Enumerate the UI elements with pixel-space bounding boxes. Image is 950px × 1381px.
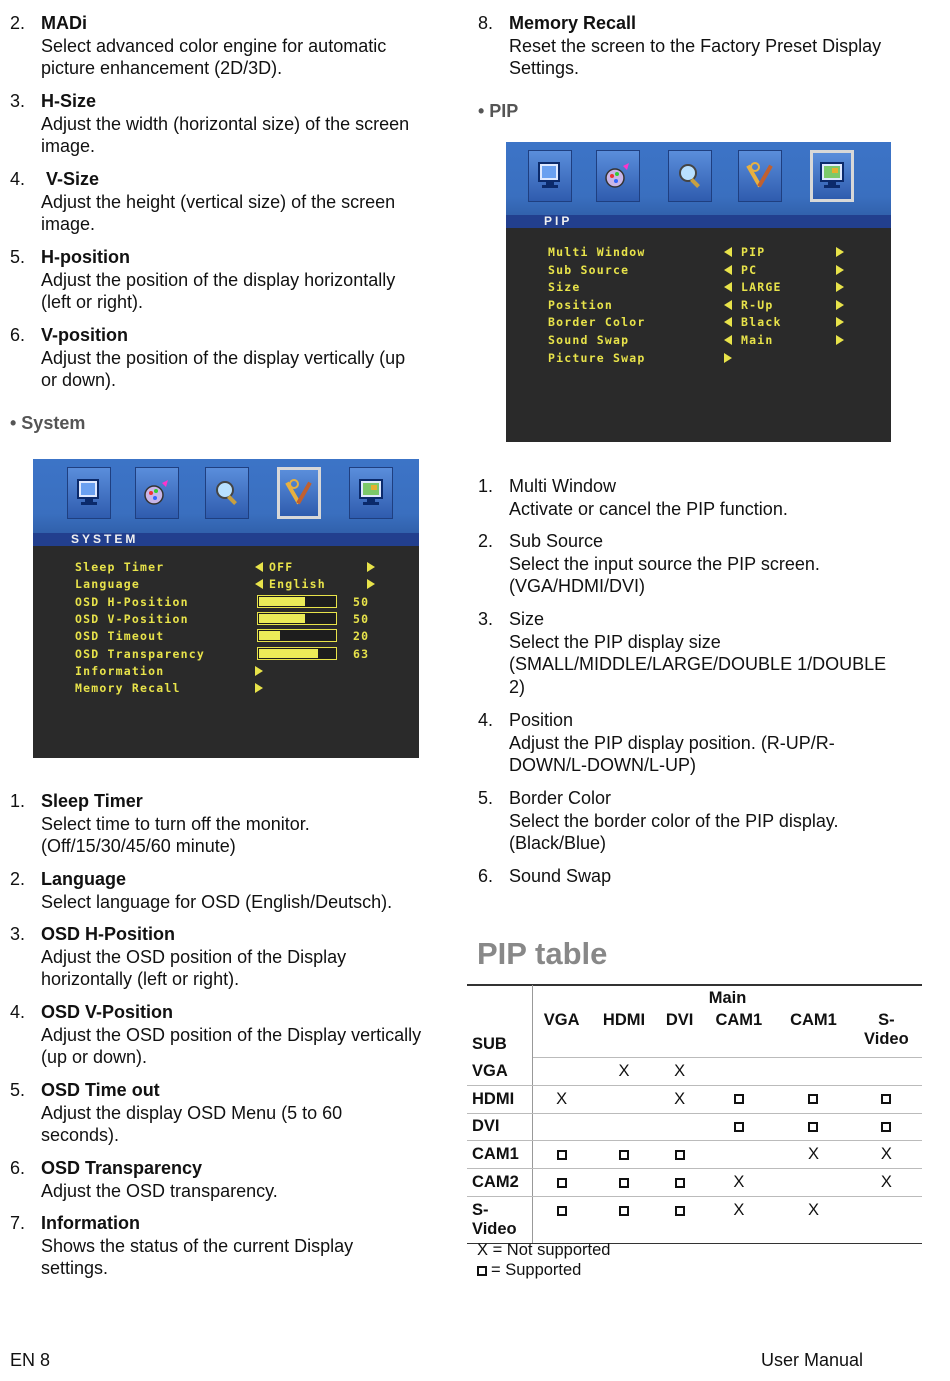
osd-row-label: OSD Transparency	[75, 646, 205, 661]
arrow-right-icon	[367, 562, 375, 572]
item-description: Activate or cancel the PIP function.	[509, 498, 788, 519]
table-cell	[851, 1113, 922, 1141]
arrow-right-icon	[836, 335, 844, 345]
item-description: Select advanced color engine for automatic	[41, 35, 387, 56]
item-description: Adjust the position of the display horizontally	[41, 269, 396, 290]
supported-box-icon	[557, 1206, 567, 1216]
item-description: picture enhancement (2D/3D).	[41, 58, 283, 78]
item-number: 8.	[478, 13, 494, 33]
item-description: Adjust the height (vertical size) of the screen	[41, 191, 396, 212]
osd-row-value: English	[269, 577, 326, 592]
item-number: 4.	[478, 710, 494, 730]
item-description: seconds).	[41, 1125, 120, 1145]
item-number: 6.	[10, 325, 26, 345]
item-title: Language	[41, 869, 127, 889]
table-cell	[590, 1085, 657, 1113]
item-description: Select the PIP display size	[509, 631, 721, 652]
monitor-icon	[528, 150, 572, 202]
table-row	[467, 1169, 922, 1197]
osd-row-label: Position	[548, 297, 613, 312]
table-cell	[851, 1085, 922, 1113]
item-title: Border Color	[509, 788, 612, 808]
table-cell	[533, 1169, 591, 1197]
table-row	[467, 1058, 922, 1086]
item-number: 4.	[10, 1002, 26, 1022]
table-cell: X	[658, 1085, 702, 1113]
legend-not-supported: X = Not supported	[477, 1241, 611, 1259]
osd-bar-label: SYSTEM	[33, 533, 419, 546]
table-row	[467, 1196, 922, 1243]
supported-box-icon	[734, 1122, 744, 1132]
supported-box-icon	[557, 1150, 567, 1160]
osd-row-label: Information	[75, 663, 165, 678]
supported-box-icon	[808, 1094, 818, 1104]
supported-box-icon	[808, 1122, 818, 1132]
table-cell	[658, 1141, 702, 1169]
table-cell: X	[590, 1058, 657, 1086]
footer-title: User Manual	[761, 1350, 864, 1370]
supported-box-icon	[881, 1094, 891, 1104]
tools-icon	[277, 467, 321, 519]
column-header: DVI	[658, 1011, 702, 1058]
arrow-right-icon	[367, 579, 375, 589]
item-number: 2.	[478, 531, 494, 551]
osd-slider	[257, 629, 337, 642]
supported-box-icon	[734, 1094, 744, 1104]
osd-row-value: PIP	[741, 245, 766, 259]
item-description: (SMALL/MIDDLE/LARGE/DOUBLE 1/DOUBLE	[509, 654, 887, 674]
item-description: (Off/15/30/45/60 minute)	[41, 836, 236, 856]
item-number: 2.	[10, 13, 26, 33]
column-header: CAM1	[702, 1011, 777, 1058]
item-description: Adjust the display OSD Menu (5 to 60	[41, 1102, 343, 1123]
table-cell: X	[533, 1085, 591, 1113]
footer-page-number: EN 8	[10, 1350, 51, 1370]
item-title: Sub Source	[509, 531, 604, 551]
item-number: 1.	[478, 476, 494, 496]
item-number: 3.	[10, 91, 26, 111]
table-cell: X	[851, 1141, 922, 1169]
table-cell	[702, 1113, 777, 1141]
item-number: 5.	[10, 247, 26, 267]
pip-osd-screenshot	[506, 142, 891, 442]
item-description: Select the border color of the PIP display.	[509, 810, 839, 831]
legend-supported: = Supported	[477, 1260, 581, 1280]
table-cell: X	[776, 1196, 851, 1243]
arrow-right-icon	[836, 317, 844, 327]
item-title: V-position	[41, 325, 128, 345]
item-title: Information	[41, 1213, 140, 1233]
arrow-right-icon	[836, 282, 844, 292]
osd-row-label: Sleep Timer	[75, 560, 165, 574]
table-row	[467, 1141, 922, 1169]
item-title: OSD Transparency	[41, 1158, 203, 1178]
table-cell: X	[851, 1169, 922, 1197]
table-cell: X	[776, 1141, 851, 1169]
arrow-right-icon	[724, 353, 732, 363]
row-header: CAM1	[467, 1141, 533, 1169]
table-cell	[590, 1141, 657, 1169]
table-cell	[776, 1113, 851, 1141]
system-osd-screenshot	[33, 459, 419, 758]
osd-row-value: PC	[741, 262, 758, 277]
item-description: Select the input source the PIP screen.	[509, 553, 820, 574]
supported-box-icon	[675, 1206, 685, 1216]
item-title: Memory Recall	[509, 13, 637, 33]
table-row	[467, 1085, 922, 1113]
arrow-left-icon	[255, 562, 263, 572]
item-title: OSD Time out	[41, 1080, 160, 1100]
item-description: Select language for OSD (English/Deutsch).	[41, 891, 393, 912]
pip-table	[467, 985, 922, 1244]
arrow-left-icon	[724, 282, 732, 292]
item-description: Shows the status of the current Display	[41, 1235, 354, 1256]
osd-row-value: LARGE	[741, 280, 782, 295]
item-number: 6.	[478, 866, 494, 886]
item-description: Adjust the position of the display vertically (up	[41, 347, 406, 368]
row-header: CAM2	[467, 1169, 533, 1197]
osd-row-value: R-Up	[741, 297, 774, 312]
item-description: Adjust the PIP display position. (R-UP/R-	[509, 732, 835, 753]
supported-box-icon	[477, 1266, 487, 1276]
main-header: Main	[708, 988, 747, 1007]
monitor-icon	[67, 467, 111, 519]
item-description: image.	[41, 136, 96, 156]
arrow-left-icon	[724, 335, 732, 345]
column-header: VGA	[533, 1011, 591, 1058]
item-title: OSD H-Position	[41, 924, 175, 944]
arrow-left-icon	[724, 317, 732, 327]
supported-box-icon	[619, 1150, 629, 1160]
supported-box-icon	[675, 1150, 685, 1160]
table-cell: X	[658, 1058, 702, 1086]
item-description: (Black/Blue)	[509, 833, 607, 853]
osd-row-label: OSD Timeout	[75, 629, 165, 644]
item-description: DOWN/L-DOWN/L-UP)	[509, 755, 696, 775]
supported-box-icon	[619, 1206, 629, 1216]
osd-slider-fill	[259, 649, 318, 658]
osd-row-value: Black	[741, 315, 782, 330]
row-header: DVI	[467, 1113, 533, 1141]
item-description: horizontally (left or right).	[41, 969, 240, 989]
osd-slider	[257, 595, 337, 608]
table-cell	[658, 1196, 702, 1243]
item-number: 7.	[10, 1213, 26, 1233]
osd-row-label: Sound Swap	[548, 333, 630, 347]
item-description: Select time to turn off the monitor.	[41, 813, 310, 834]
item-title: Multi Window	[509, 476, 617, 496]
item-title: Position	[509, 710, 574, 730]
item-title: Size	[509, 609, 545, 629]
table-cell: X	[702, 1169, 777, 1197]
osd-slider-fill	[259, 597, 305, 606]
osd-row-label: Size	[548, 280, 581, 295]
table-cell	[533, 1058, 591, 1086]
osd-slider-fill	[259, 614, 305, 623]
arrow-right-icon	[255, 683, 263, 693]
osd-slider	[257, 612, 337, 625]
item-title: OSD V-Position	[41, 1002, 174, 1022]
color-icon	[596, 150, 640, 202]
osd-row-value: 50	[353, 594, 370, 609]
item-description: (up or down).	[41, 1047, 148, 1067]
item-number: 3.	[478, 609, 494, 629]
item-title: Sleep Timer	[41, 791, 143, 811]
table-cell	[658, 1169, 702, 1197]
item-number: 6.	[10, 1158, 26, 1178]
pip-icon	[349, 467, 393, 519]
system-heading: • System	[10, 413, 86, 433]
item-title: H-Size	[41, 91, 97, 111]
table-cell	[702, 1085, 777, 1113]
pip-table-heading: PIP table	[477, 936, 608, 971]
osd-slider-fill	[259, 631, 280, 640]
item-description: Adjust the OSD position of the Display	[41, 946, 347, 967]
supported-box-icon	[881, 1122, 891, 1132]
table-cell	[533, 1113, 591, 1141]
column-header: CAM1	[776, 1011, 851, 1058]
osd-row-value: Main	[741, 333, 774, 347]
osd-row-label: Picture Swap	[548, 350, 646, 365]
item-description: Adjust the OSD position of the Display vertically	[41, 1024, 422, 1045]
table-cell	[702, 1058, 777, 1086]
table-cell	[658, 1113, 702, 1141]
table-cell	[533, 1141, 591, 1169]
item-title: V-Size	[41, 169, 100, 189]
item-number: 4.	[10, 169, 26, 189]
item-description: (VGA/HDMI/DVI)	[509, 576, 646, 596]
table-cell: X	[702, 1196, 777, 1243]
magnifier-icon	[668, 150, 712, 202]
magnifier-icon	[205, 467, 249, 519]
osd-row-label: Memory Recall	[75, 681, 181, 696]
item-description: (left or right).	[41, 292, 144, 312]
row-header: VGA	[467, 1058, 533, 1086]
supported-box-icon	[675, 1178, 685, 1188]
osd-row-label: Border Color	[548, 315, 646, 330]
item-description: Settings.	[509, 58, 580, 78]
arrow-right-icon	[255, 666, 263, 676]
table-cell	[776, 1058, 851, 1086]
pip-heading: • PIP	[478, 101, 519, 121]
osd-row-label: Multi Window	[548, 245, 646, 259]
arrow-left-icon	[724, 300, 732, 310]
item-number: 3.	[10, 924, 26, 944]
row-header: S- Video	[467, 1196, 533, 1243]
item-description: 2)	[509, 676, 526, 697]
item-description: Adjust the width (horizontal size) of the screen	[41, 113, 410, 134]
table-cell	[590, 1169, 657, 1197]
item-number: 1.	[10, 791, 26, 811]
arrow-right-icon	[836, 247, 844, 257]
arrow-right-icon	[836, 265, 844, 275]
arrow-left-icon	[255, 579, 263, 589]
osd-row-label: Sub Source	[548, 262, 630, 277]
osd-row-value: OFF	[269, 560, 294, 574]
item-description: Adjust the OSD transparency.	[41, 1180, 278, 1201]
osd-row-value: 50	[353, 611, 370, 626]
table-cell	[851, 1196, 922, 1243]
table-cell	[590, 1113, 657, 1141]
table-cell	[590, 1196, 657, 1243]
table-cell	[776, 1169, 851, 1197]
supported-box-icon	[557, 1178, 567, 1188]
sub-header: SUB	[467, 985, 533, 1058]
item-title: H-position	[41, 247, 130, 267]
item-title: MADi	[41, 13, 87, 33]
row-header: HDMI	[467, 1085, 533, 1113]
item-number: 2.	[10, 869, 26, 889]
table-cell	[702, 1141, 777, 1169]
table-cell	[851, 1058, 922, 1086]
tools-icon	[738, 150, 782, 202]
table-row	[467, 1113, 922, 1141]
osd-row-value: 63	[353, 646, 370, 661]
arrow-left-icon	[724, 265, 732, 275]
osd-slider	[257, 647, 337, 660]
item-number: 5.	[478, 788, 494, 808]
arrow-right-icon	[836, 300, 844, 310]
osd-row-value: 20	[353, 629, 370, 644]
pip-icon	[810, 150, 854, 202]
item-number: 5.	[10, 1080, 26, 1100]
item-description: image.	[41, 214, 96, 234]
table-cell	[533, 1196, 591, 1243]
item-description: Reset the screen to the Factory Preset Display	[509, 35, 882, 56]
item-description: or down).	[41, 370, 117, 390]
osd-row-label: OSD V-Position	[75, 611, 189, 626]
osd-row-label: OSD H-Position	[75, 594, 189, 609]
osd-row-label: Language	[75, 577, 140, 592]
column-header: HDMI	[590, 1011, 657, 1058]
table-cell	[776, 1085, 851, 1113]
column-header: S- Video	[851, 1011, 922, 1058]
item-description: settings.	[41, 1258, 109, 1278]
item-title: Sound Swap	[509, 866, 612, 886]
arrow-left-icon	[724, 247, 732, 257]
osd-bar-label: PIP	[506, 215, 891, 228]
color-icon	[135, 467, 179, 519]
supported-box-icon	[619, 1178, 629, 1188]
